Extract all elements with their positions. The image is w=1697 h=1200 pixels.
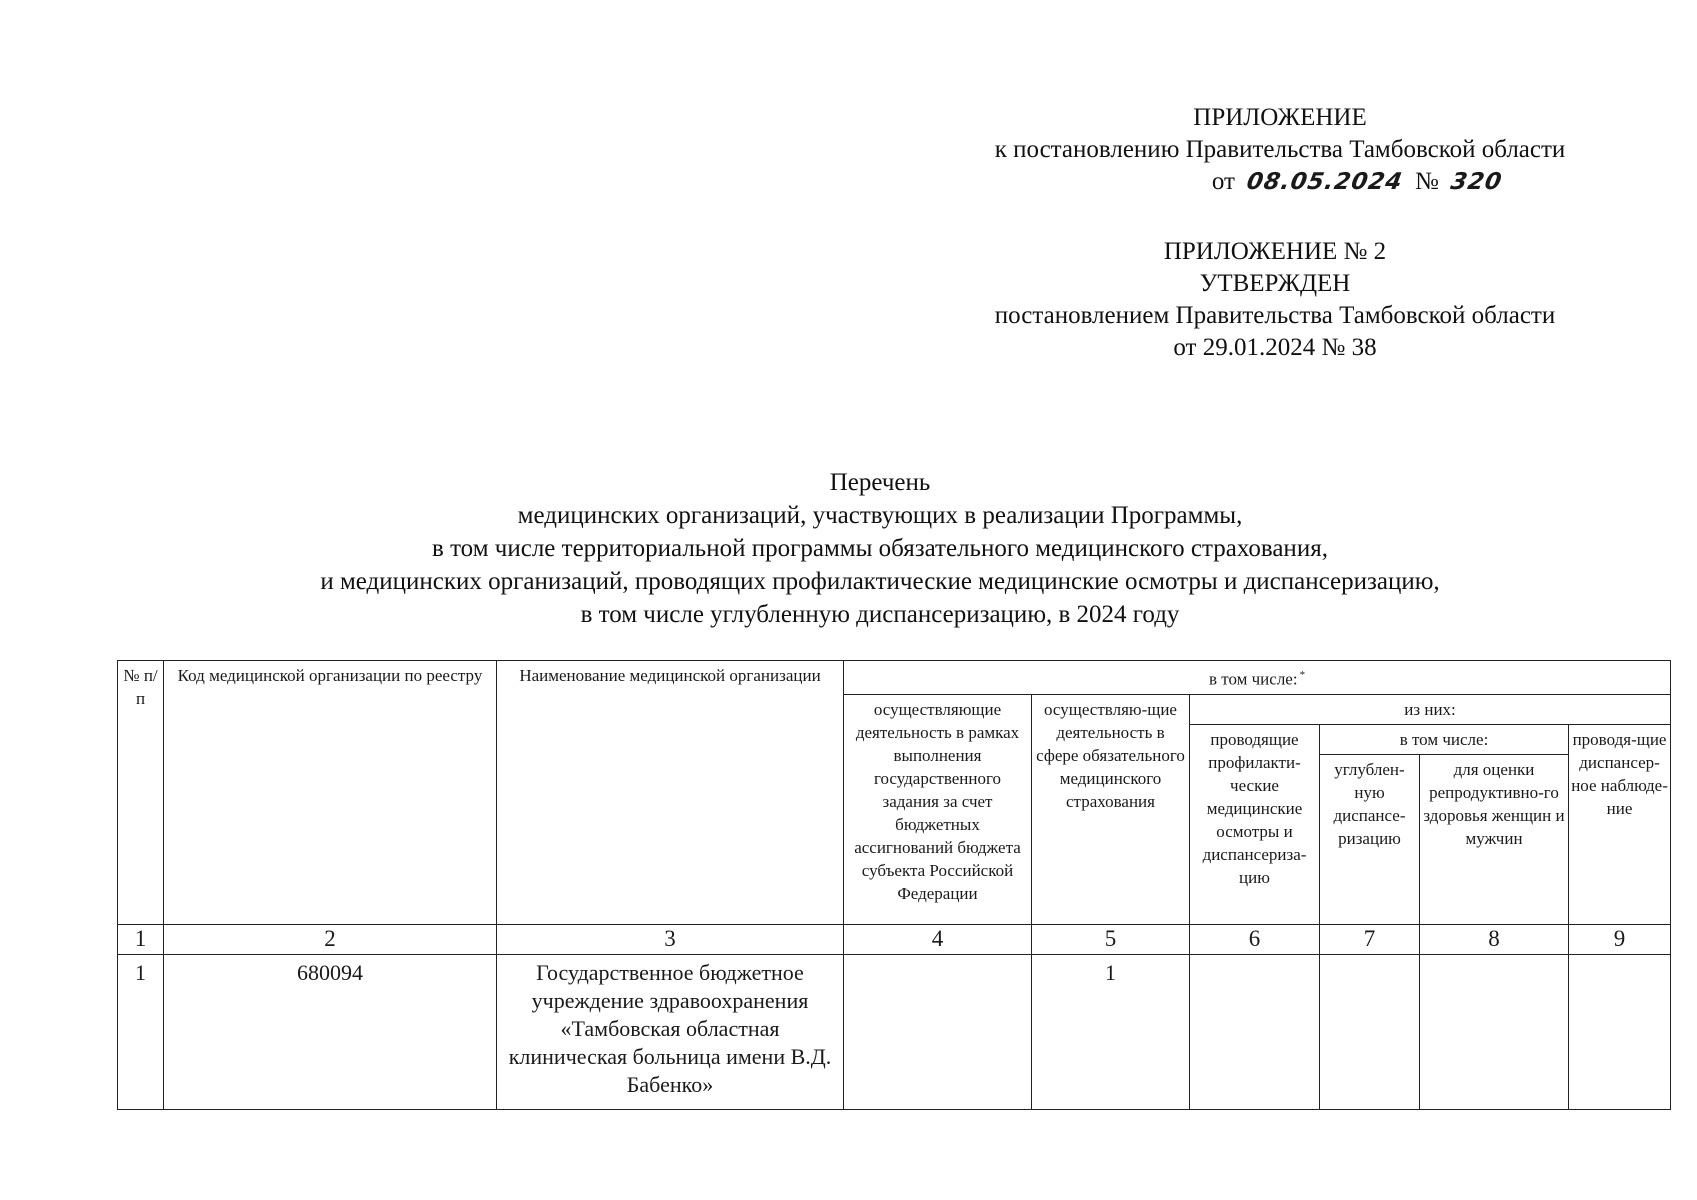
column-number: 2 — [164, 924, 497, 954]
annex-subtitle: к постановлению Правительства Тамбовской области — [994, 136, 1566, 163]
header-repro: для оценки репродуктивно-го здоровья женщин и мужчин — [1420, 754, 1569, 924]
column-number-row — [118, 924, 1671, 954]
row-code: 680094 — [164, 954, 497, 1109]
handwritten-number: 320 — [1448, 169, 1505, 195]
annex-title: ПРИЛОЖЕНИЕ — [1193, 104, 1367, 131]
column-number: 8 — [1420, 924, 1569, 954]
column-number: 9 — [1569, 924, 1671, 954]
footnote-mark: * — [1299, 669, 1306, 681]
organizations-table — [117, 660, 1671, 1110]
row-num: 1 — [118, 954, 164, 1109]
header-observation: проводя-щие диспансер-ное наблюде-ние — [1569, 724, 1671, 924]
header-deep: углублен-ную диспансе-ризацию — [1320, 754, 1420, 924]
title-line: и медицинских организаций, проводящих профилактические медицинские осмотры и диспансеризацию, — [320, 568, 1440, 595]
header-prof: проводящие профилакти-ческие медицинские осмотры и диспансериза-цию — [1190, 724, 1320, 924]
column-number: 1 — [118, 924, 164, 954]
header-of-them: из них: — [1190, 694, 1671, 724]
row-oms-value: 1 — [1032, 954, 1190, 1109]
column-number: 4 — [844, 924, 1032, 954]
approval-status: УТВЕРЖДЕН — [1199, 270, 1351, 297]
table-row — [118, 954, 1671, 1109]
row-repro-value — [1420, 954, 1569, 1109]
title-line: в том числе территориальной программы обязательного медицинского страхования, — [432, 535, 1328, 562]
number-sign: № — [1415, 168, 1439, 195]
header-including-label: в том числе: — [1208, 669, 1298, 689]
header-including-2: в том числе: — [1320, 724, 1569, 754]
header-name: Наименование медицинской организации — [497, 661, 844, 925]
row-deep-value — [1320, 954, 1420, 1109]
row-observation-value — [1569, 954, 1671, 1109]
annex-date-line — [920, 166, 1640, 198]
header-oms: осуществляю-щие деятельность в сфере обязательного медицинского страхования — [1032, 694, 1190, 924]
column-number: 5 — [1032, 924, 1190, 954]
row-org-name: Государственное бюджетное учреждение здравоохранения «Тамбовская областная клиническая больница имени В.Д. Бабенко» — [497, 954, 844, 1109]
title-line: Перечень — [829, 469, 931, 496]
row-prof-value — [1190, 954, 1320, 1109]
header-code: Код медицинской организации по реестру — [164, 661, 497, 925]
approval-subtitle: постановлением Правительства Тамбовской области — [994, 302, 1556, 329]
annex-original-header — [920, 236, 1630, 364]
header-num: № п/п — [118, 661, 164, 925]
handwritten-date: 08.05.2024 — [1244, 169, 1406, 195]
annex-number-title: ПРИЛОЖЕНИЕ № 2 — [1163, 238, 1387, 265]
title-line: в том числе углубленную диспансеризацию, в 2024 году — [580, 601, 1180, 628]
column-number: 7 — [1320, 924, 1420, 954]
header-including — [844, 661, 1671, 695]
header-budget: осуществляющие деятельность в рамках выполнения государственного задания за счет бюджетных ассигнований бюджета субъекта Российской Федерации — [844, 694, 1032, 924]
date-prefix: от — [1211, 168, 1235, 195]
document-title — [190, 466, 1570, 631]
column-number: 3 — [497, 924, 844, 954]
annex-amendment-header — [920, 102, 1640, 198]
title-line: медицинских организаций, участвующих в реализации Программы, — [517, 502, 1243, 529]
column-number: 6 — [1190, 924, 1320, 954]
row-budget-value — [844, 954, 1032, 1109]
approval-date-line: от 29.01.2024 № 38 — [1173, 334, 1377, 361]
